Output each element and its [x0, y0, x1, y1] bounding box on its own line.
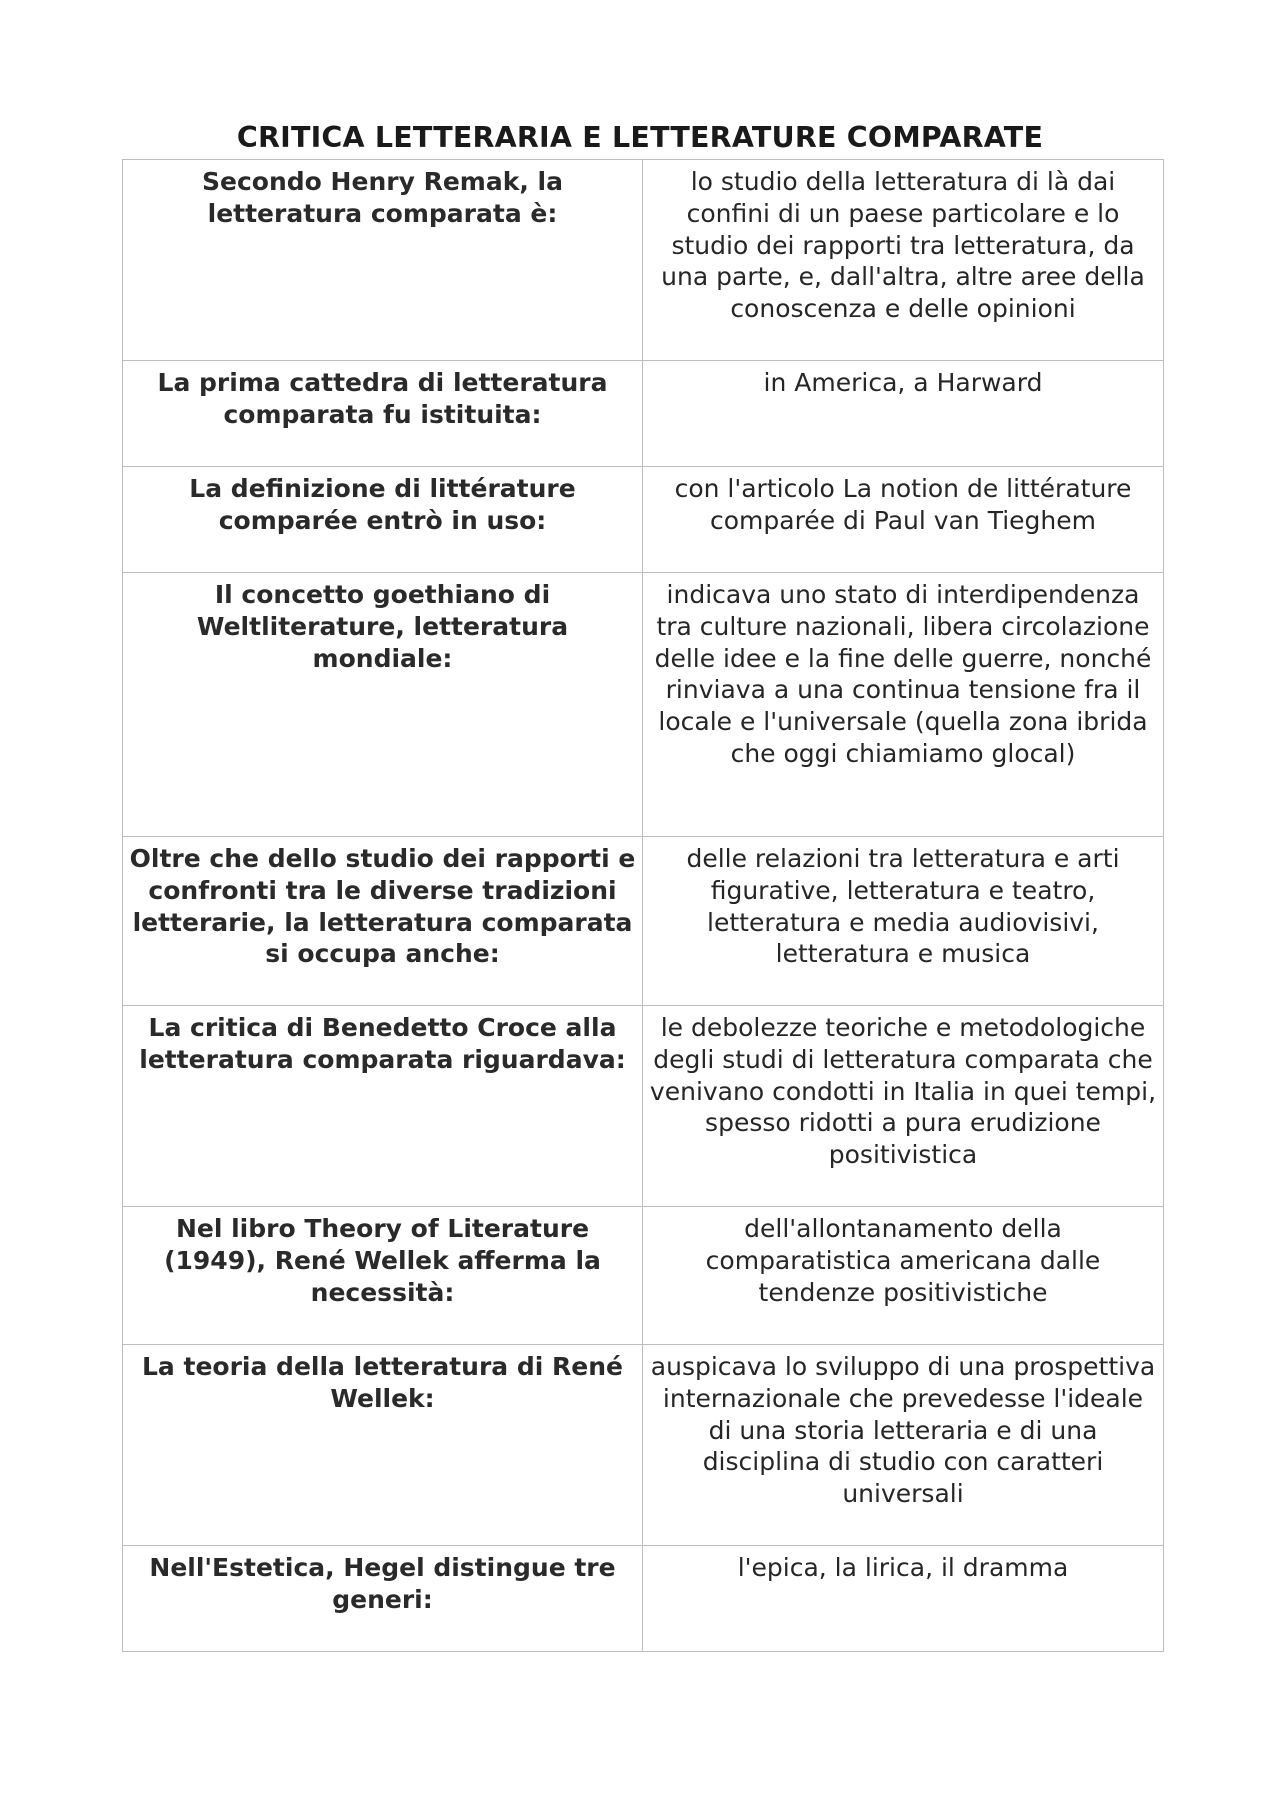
question-cell: La critica di Benedetto Croce alla letteratura comparata riguardava:	[123, 1006, 643, 1207]
question-cell: Secondo Henry Remak, la letteratura comparata è:	[123, 160, 643, 361]
page-title: CRITICA LETTERARIA E LETTERATURE COMPARATE	[236, 121, 1044, 154]
table-row	[123, 1006, 1164, 1207]
table-row	[123, 467, 1164, 573]
answer-cell: lo studio della letteratura di là dai confini di un paese particolare e lo studio dei rapporti tra letteratura, da una parte, e, dall'altra, altre aree della conoscenza e delle opinioni	[643, 160, 1164, 361]
question-cell: Nell'Estetica, Hegel distingue tre generi:	[123, 1546, 643, 1652]
question-cell: Il concetto goethiano di Weltliterature, letteratura mondiale:	[123, 573, 643, 837]
question-cell: La definizione di littérature comparée entrò in uso:	[123, 467, 643, 573]
table-row	[123, 160, 1164, 361]
answer-cell: in America, a Harward	[643, 361, 1164, 467]
question-cell: La teoria della letteratura di René Wellek:	[123, 1345, 643, 1546]
question-cell: Nel libro Theory of Literature (1949), René Wellek afferma la necessità:	[123, 1207, 643, 1345]
answer-cell: con l'articolo La notion de littérature comparée di Paul van Tieghem	[643, 467, 1164, 573]
answer-cell: indicava uno stato di interdipendenza tra culture nazionali, libera circolazione delle idee e la fine delle guerre, nonché rinviava a una continua tensione fra il locale e l'universale (quella zona ibrida che oggi chiamiamo glocal)	[643, 573, 1164, 837]
table-row	[123, 1345, 1164, 1546]
answer-cell: delle relazioni tra letteratura e arti figurative, letteratura e teatro, letteratura e media audiovisivi, letteratura e musica	[643, 837, 1164, 1006]
answer-cell: dell'allontanamento della comparatistica americana dalle tendenze positivistiche	[643, 1207, 1164, 1345]
qa-table	[122, 159, 1164, 1652]
table-row	[123, 837, 1164, 1006]
answer-cell: auspicava lo sviluppo di una prospettiva internazionale che prevedesse l'ideale di una storia letteraria e di una disciplina di studio con caratteri universali	[643, 1345, 1164, 1546]
table-row	[123, 573, 1164, 837]
question-cell: La prima cattedra di letteratura comparata fu istituita:	[123, 361, 643, 467]
table-row	[123, 1546, 1164, 1652]
answer-cell: l'epica, la lirica, il dramma	[643, 1546, 1164, 1652]
question-cell: Oltre che dello studio dei rapporti e confronti tra le diverse tradizioni letterarie, la letteratura comparata si occupa anche:	[123, 837, 643, 1006]
table-row	[123, 361, 1164, 467]
table-row	[123, 1207, 1164, 1345]
answer-cell: le debolezze teoriche e metodologiche degli studi di letteratura comparata che venivano condotti in Italia in quei tempi, spesso ridotti a pura erudizione positivistica	[643, 1006, 1164, 1207]
